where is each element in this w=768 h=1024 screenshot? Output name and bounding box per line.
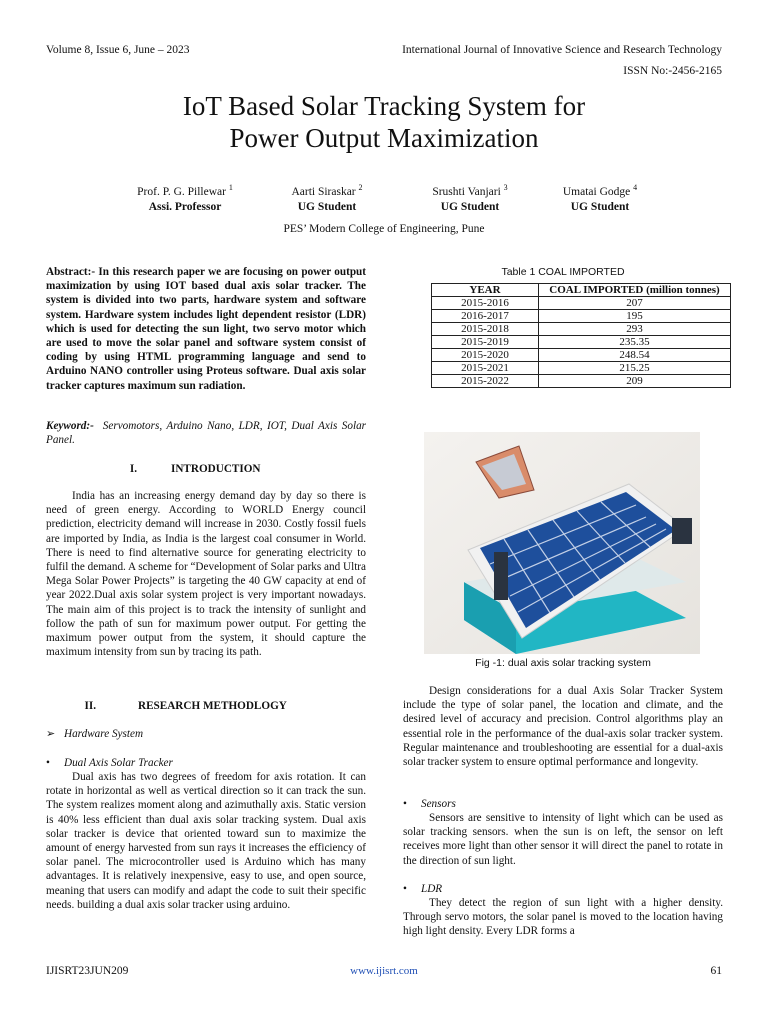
footer-page-number: 61 <box>710 965 722 977</box>
solar-tracker-photo <box>424 432 700 654</box>
sensors-bullet <box>403 797 723 811</box>
table-row <box>432 297 731 310</box>
table-row <box>432 349 731 362</box>
abstract-text: In this research paper we are focusing on power output maximization by using IOT based dual axis solar tracker. The system is divided into two parts, hardware system and software system. Hardware system includes light dependent resistor (LDR) which is used for detecting the sun light, two servo motor which are used to move the solar panel and software system consist of coding by using HTML programming language and send to Arduino NANO controller using Proteus software. Dual axis solar tracker captures maximum sun radiation. <box>46 266 366 392</box>
table-cell: 215.25 <box>539 362 731 375</box>
footer-website-link[interactable] <box>0 965 768 977</box>
table-cell: 2015-2016 <box>432 297 539 310</box>
author-role: Assi. Professor <box>148 200 222 213</box>
dual-axis-label: Dual Axis Solar Tracker <box>64 757 173 769</box>
ldr-bullet <box>403 882 723 896</box>
table-cell: 2015-2021 <box>432 362 539 375</box>
table-row <box>432 362 731 375</box>
ldr-label: LDR <box>421 883 443 895</box>
section-number: II. <box>84 700 96 712</box>
solar-tracker-illustration <box>424 432 700 654</box>
author-sup: 4 <box>633 183 638 192</box>
table-cell: 235.35 <box>539 336 731 349</box>
table-cell: 2015-2022 <box>432 375 539 388</box>
section-number: I. <box>129 463 137 475</box>
title-line-1: IoT Based Solar Tracking System for <box>182 91 586 121</box>
keywords <box>46 419 366 447</box>
author-1 <box>110 180 260 215</box>
hardware-bullet <box>46 727 366 741</box>
author-sup: 3 <box>503 183 508 192</box>
abstract-label: Abstract:- <box>46 266 96 278</box>
figure-caption: Fig -1: dual axis solar tracking system <box>475 657 651 669</box>
table-cell: 2015-2019 <box>432 336 539 349</box>
sensors-label: Sensors <box>421 798 456 810</box>
author-3 <box>405 180 535 215</box>
header-coal: COAL IMPORTED (million tonnes) <box>539 284 731 297</box>
abstract <box>46 265 366 393</box>
dot-bullet-icon: • <box>403 798 407 810</box>
author-name: Prof. P. G. Pillewar <box>137 185 226 198</box>
footer-paper-id: IJISRT23JUN209 <box>46 965 129 977</box>
table-row <box>432 375 731 388</box>
header-issn: ISSN No:-2456-2165 <box>623 65 722 77</box>
author-role: UG Student <box>440 200 500 213</box>
author-name: Umatai Godge <box>562 185 631 198</box>
ldr-paragraph: They detect the region of sun light with a higher density. Through servo motors, the solar panel is moved to the location having high light density. Every LDR forms a <box>403 897 723 938</box>
dot-bullet-icon: • <box>46 757 50 769</box>
coal-table <box>431 283 731 388</box>
dual-axis-bullet <box>46 756 366 770</box>
table-cell: 293 <box>539 323 731 336</box>
dot-bullet-icon: • <box>403 883 407 895</box>
intro-paragraph: India has an increasing energy demand day by day so there is need of green energy. According to WORLD Energy council prediction, electricity demand will increase in 2030. Costly fossil fuels are imported by India, as India is the largest coal consumer in World. There is need to find alternative source for generating electricity to fulfil the demand. A scheme for “Development of Solar parks and Ultra Mega Solar Power Projects” is targeting the 40 GW capacity at end of year 2022.Dual axis solar system project is very important nowadays. The main aim of this project is to track the intensity of sunlight and follow the path of sun for maximum power output. For getting the maximum power output from the system, it should capture the maximum intensity from sun by tracing its path. <box>46 490 366 659</box>
section-title: INTRODUCTION <box>171 463 261 475</box>
table-row <box>432 323 731 336</box>
section-2-heading <box>46 699 366 713</box>
author-role: UG Student <box>297 200 357 213</box>
table-cell: 248.54 <box>539 349 731 362</box>
author-name: Aarti Siraskar <box>291 185 356 198</box>
section-title: RESEARCH METHODLOGY <box>138 700 287 712</box>
author-2 <box>262 180 392 215</box>
author-name: Srushti Vanjari <box>432 185 501 198</box>
paper-title <box>0 90 768 154</box>
table-cell: 209 <box>539 375 731 388</box>
keywords-text: Servomotors, Arduino Nano, LDR, IOT, Dual Axis Solar Panel. <box>46 420 367 447</box>
header-volume: Volume 8, Issue 6, June – 2023 <box>46 44 190 56</box>
footer-link-text[interactable]: www.ijisrt.com <box>350 965 418 977</box>
header-journal: International Journal of Innovative Science and Research Technology <box>402 44 722 56</box>
author-role: UG Student <box>570 200 630 213</box>
title-line-2: Power Output Maximization <box>229 123 539 153</box>
table-cell: 2015-2018 <box>432 323 539 336</box>
keywords-label: Keyword:- <box>46 420 94 432</box>
author-sup: 1 <box>228 183 233 192</box>
affiliation: PES’ Modern College of Engineering, Pune <box>283 223 485 235</box>
table-caption: Table 1 COAL IMPORTED <box>501 266 625 278</box>
hardware-label: Hardware System <box>64 728 144 740</box>
design-paragraph: Design considerations for a dual Axis Solar Tracker System include the type of solar panel, the location and climate, and the desired level of accuracy and precision. Control algorithms play an essential role in the performance of the dual-axis solar tracker system. Regular maintenance and troubleshooting are essential for a dual-axis solar tracker system to ensure optimal performance and longevity. <box>403 685 723 769</box>
table-cell: 2016-2017 <box>432 310 539 323</box>
author-4 <box>540 180 660 215</box>
sensors-paragraph: Sensors are sensitive to intensity of light which can be used as solar tracking sensors. when the sun is on left, the sensor on left receives more light than other sensor it will direct the panel to rotate in the direction of sun light. <box>403 812 723 867</box>
table-row <box>432 310 731 323</box>
table-cell: 2015-2020 <box>432 349 539 362</box>
table-cell: 207 <box>539 297 731 310</box>
arrow-bullet-icon: ➢ <box>46 728 56 740</box>
section-1-heading <box>46 462 366 476</box>
table-cell: 195 <box>539 310 731 323</box>
coal-table-wrap <box>431 283 731 388</box>
header-year: YEAR <box>432 284 539 297</box>
author-sup: 2 <box>358 183 363 192</box>
table-row <box>432 336 731 349</box>
dual-axis-paragraph: Dual axis has two degrees of freedom for axis rotation. It can rotate in horizontal as well as vertical direction so it can track the sun. The system realizes moment along and azimuthally axis. Static version is 40% less efficient than dual axis solar tracking system. Dual axis solar tracker is device that oriented toward sun to maximize the amount of energy harvested from sun rays it increases the efficiency of solar panel. The microcontroller used is Arduino which has many advantages. It is relatively inexpensive, easy to use, and open source, meaning that users can modify and adapt the code to suit their specific needs. building a dual axis solar tracker using arduino. <box>46 771 366 911</box>
table-header-row <box>432 284 731 297</box>
